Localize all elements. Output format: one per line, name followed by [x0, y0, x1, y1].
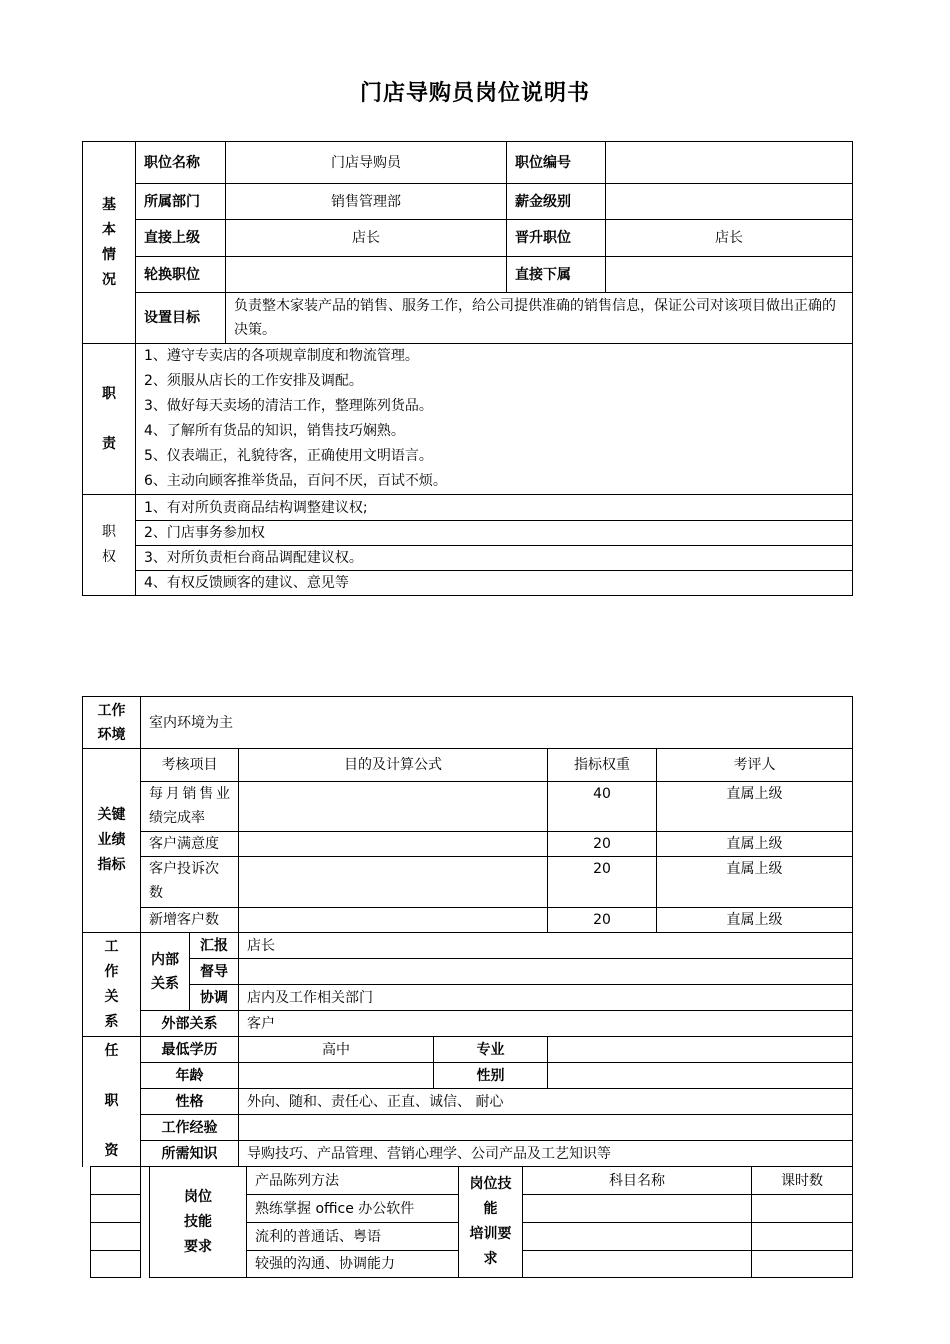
kpi-header-formula: 目的及计算公式	[239, 749, 548, 782]
personality-value: 外向、随和、责任心、正直、诚信、 耐心	[239, 1089, 853, 1115]
duty-item: 2、须服从店长的工作安排及调配。	[144, 373, 363, 389]
hours-header: 课时数	[752, 1167, 853, 1195]
basic-info-table	[82, 141, 853, 596]
kpi-item: 客户投诉次数	[141, 857, 239, 908]
relations-label: 工 作 关 系	[83, 933, 141, 1037]
kpi-rater: 直属上级	[657, 857, 853, 908]
superior-value: 店长	[226, 220, 507, 257]
duty-item: 1、遵守专卖店的各项规章制度和物流管理。	[144, 348, 419, 364]
education-value: 高中	[239, 1037, 434, 1063]
kpi-header-weight: 指标权重	[548, 749, 657, 782]
kpi-weight: 20	[548, 908, 657, 933]
report-label: 汇报	[190, 933, 239, 959]
duty-item: 5、仪表端正，礼貌待客，正确使用文明语言。	[144, 448, 433, 464]
promotion-value: 店长	[606, 220, 853, 257]
right-item: 3、对所负责柜台商品调配建议权。	[136, 546, 853, 571]
job-name-value: 门店导购员	[226, 142, 507, 184]
promotion-label: 晋升职位	[507, 220, 606, 257]
job-code-label: 职位编号	[507, 142, 606, 184]
supervise-label: 督导	[190, 959, 239, 985]
kpi-rater: 直属上级	[657, 908, 853, 933]
goal-value: 负责整木家装产品的销售、服务工作，给公司提供准确的销售信息，保证公司对该项目做出正确的决策。	[226, 293, 853, 344]
blank-cell	[91, 1251, 141, 1278]
kpi-item: 客户满意度	[141, 832, 239, 857]
education-label: 最低学历	[141, 1037, 239, 1063]
duty-item: 3、做好每天卖场的清洁工作，整理陈列货品。	[144, 398, 433, 414]
major-label: 专业	[434, 1037, 548, 1063]
kpi-item: 新增客户数	[141, 908, 239, 933]
skills-label: 岗位 技能 要求	[150, 1167, 247, 1278]
rotation-value	[226, 257, 507, 293]
experience-value	[239, 1115, 853, 1141]
kpi-rater: 直属上级	[657, 782, 853, 832]
environment-value: 室内环境为主	[141, 697, 853, 749]
hours-cell	[752, 1195, 853, 1223]
external-relations-label: 外部关系	[141, 1011, 239, 1037]
blank-cell	[91, 1223, 141, 1251]
dept-label: 所属部门	[136, 184, 226, 220]
report-value: 店长	[239, 933, 853, 959]
kpi-header-item: 考核项目	[141, 749, 239, 782]
detail-table	[82, 696, 853, 1167]
skill-item: 较强的沟通、协调能力	[247, 1251, 459, 1278]
right-item: 2、门店事务参加权	[136, 521, 853, 546]
kpi-formula	[239, 908, 548, 933]
kpi-item: 每月销售业绩完成率	[141, 782, 239, 832]
course-cell	[523, 1195, 752, 1223]
duty-item: 6、主动向顾客推举货品，百问不厌，百试不烦。	[144, 473, 447, 489]
job-name-label: 职位名称	[136, 142, 226, 184]
blank-cell	[141, 1167, 150, 1195]
supervise-value	[239, 959, 853, 985]
coordinate-value: 店内及工作相关部门	[239, 985, 853, 1011]
job-code-value	[606, 142, 853, 184]
blank-cell	[91, 1195, 141, 1223]
superior-label: 直接上级	[136, 220, 226, 257]
blank-cell	[91, 1167, 141, 1195]
basic-section-label: 基 本 情 况	[83, 142, 136, 344]
age-value	[239, 1063, 434, 1089]
duty-item: 4、了解所有货品的知识，销售技巧娴熟。	[144, 423, 405, 439]
subordinate-label: 直接下属	[507, 257, 606, 293]
kpi-label: 关键 业绩 指标	[83, 749, 141, 933]
course-header: 科目名称	[523, 1167, 752, 1195]
skill-item: 流利的普通话、粤语	[247, 1223, 459, 1251]
dept-value: 销售管理部	[226, 184, 507, 220]
salary-label: 薪金级别	[507, 184, 606, 220]
skill-item: 熟练掌握 office 办公软件	[247, 1195, 459, 1223]
rights-section-label: 职 权	[83, 495, 136, 596]
external-relations-value: 客户	[239, 1011, 853, 1037]
knowledge-label: 所需知识	[141, 1141, 239, 1167]
personality-label: 性格	[141, 1089, 239, 1115]
kpi-header-rater: 考评人	[657, 749, 853, 782]
hours-cell	[752, 1251, 853, 1278]
blank-cell	[141, 1223, 150, 1251]
duties-section-label: 职 责	[83, 344, 136, 495]
age-label: 年龄	[141, 1063, 239, 1089]
duties-list	[136, 344, 853, 495]
goal-label: 设置目标	[136, 293, 226, 344]
salary-value	[606, 184, 853, 220]
gender-label: 性别	[434, 1063, 548, 1089]
kpi-weight: 20	[548, 857, 657, 908]
course-cell	[523, 1251, 752, 1278]
experience-label: 工作经验	[141, 1115, 239, 1141]
kpi-formula	[239, 782, 548, 832]
kpi-weight: 20	[548, 832, 657, 857]
rotation-label: 轮换职位	[136, 257, 226, 293]
major-value	[548, 1037, 853, 1063]
right-item: 1、有对所负责商品结构调整建议权;	[136, 495, 853, 521]
kpi-formula	[239, 832, 548, 857]
page-title: 门店导购员岗位说明书	[359, 81, 590, 106]
kpi-weight: 40	[548, 782, 657, 832]
qualification-label: 任 职 资	[83, 1037, 141, 1167]
kpi-formula	[239, 857, 548, 908]
hours-cell	[752, 1223, 853, 1251]
skills-table	[90, 1166, 853, 1278]
environment-label: 工作 环境	[83, 697, 141, 749]
skill-item: 产品陈列方法	[247, 1167, 459, 1195]
coordinate-label: 协调	[190, 985, 239, 1011]
gender-value	[548, 1063, 853, 1089]
subordinate-value	[606, 257, 853, 293]
knowledge-value: 导购技巧、产品管理、营销心理学、公司产品及工艺知识等	[239, 1141, 853, 1167]
blank-cell	[141, 1251, 150, 1278]
internal-relations-label: 内部 关系	[141, 933, 190, 1011]
blank-cell	[141, 1195, 150, 1223]
kpi-rater: 直属上级	[657, 832, 853, 857]
course-cell	[523, 1223, 752, 1251]
training-label: 岗位技 能 培训要 求	[459, 1167, 523, 1278]
right-item: 4、有权反馈顾客的建议、意见等	[136, 571, 853, 596]
